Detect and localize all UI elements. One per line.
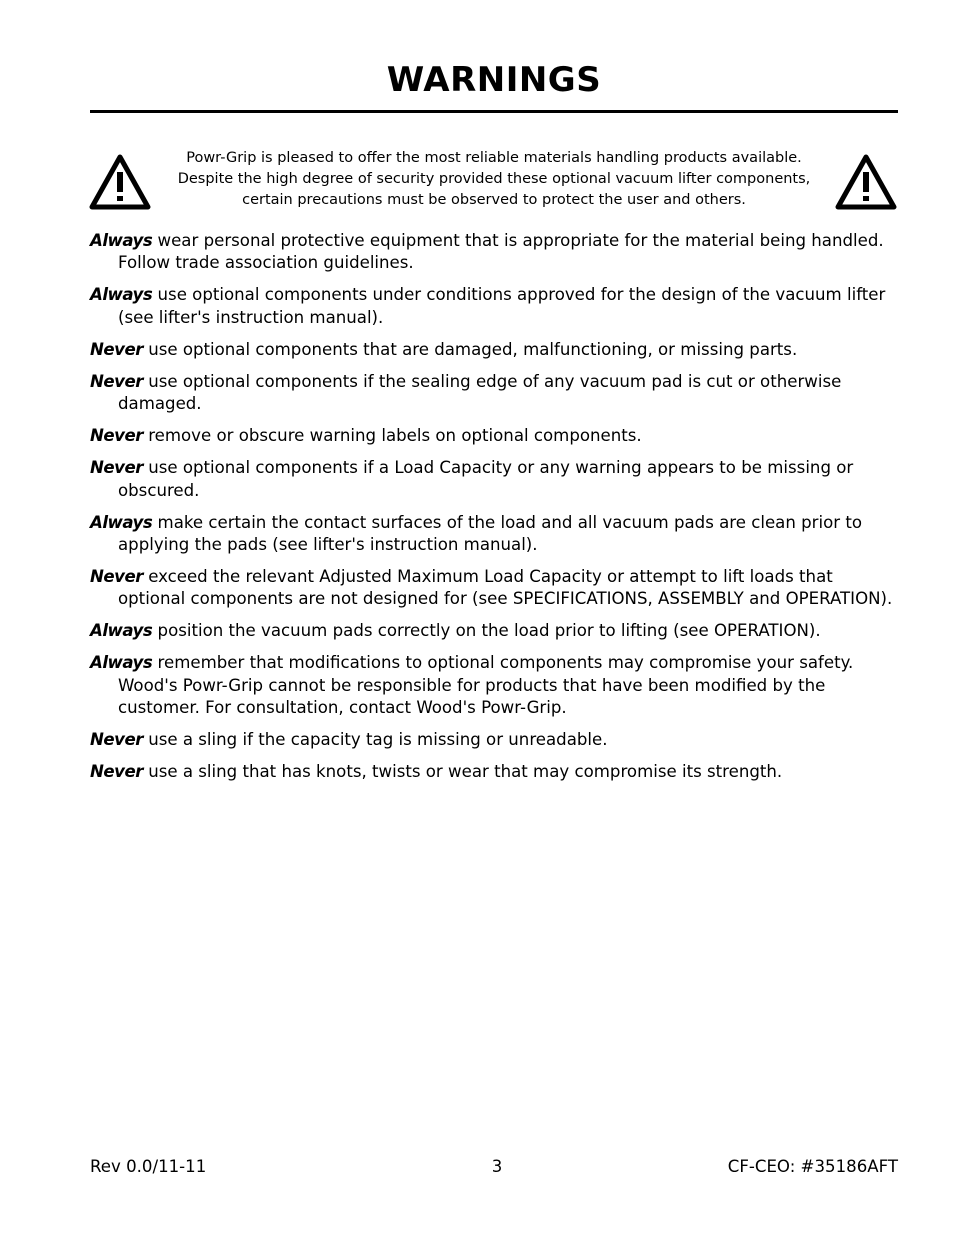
warning-text: remove or obscure warning labels on optional components. bbox=[148, 426, 642, 446]
warning-keyword: Never bbox=[90, 371, 143, 391]
warning-keyword: Never bbox=[90, 339, 143, 359]
warning-keyword: Always bbox=[90, 621, 153, 641]
warning-item bbox=[90, 425, 898, 447]
warning-keyword: Never bbox=[90, 762, 143, 782]
warning-keyword: Never bbox=[90, 426, 143, 446]
warning-item bbox=[90, 652, 898, 719]
warning-item bbox=[90, 371, 898, 416]
intro-notice bbox=[160, 148, 828, 211]
warning-keyword: Never bbox=[90, 730, 143, 750]
warning-keyword: Always bbox=[90, 285, 153, 305]
warning-text: use a sling if the capacity tag is missing or unreadable. bbox=[148, 730, 608, 750]
warning-text: make certain the contact surfaces of the load and all vacuum pads are clean prior to applying the pads (see lifter's instruction manual). bbox=[118, 512, 863, 555]
warning-text: position the vacuum pads correctly on the load prior to lifting (see OPERATION). bbox=[157, 621, 821, 641]
warning-text: use optional components that are damaged, malfunctioning, or missing parts. bbox=[148, 339, 798, 359]
warning-triangle-icon bbox=[88, 152, 152, 212]
intro-line: Powr-Grip is pleased to offer the most reliable materials handling products available. bbox=[186, 150, 802, 166]
warning-text: use optional components if a Load Capacity or any warning appears to be missing or obscured. bbox=[118, 458, 854, 500]
warning-text: use a sling that has knots, twists or wear that may compromise its strength. bbox=[148, 762, 783, 782]
warning-item bbox=[90, 761, 898, 783]
footer-document-number: CF-CEO: #35186AFT bbox=[727, 1157, 898, 1176]
warning-item bbox=[90, 284, 898, 329]
intro-line: certain precautions must be observed to protect the user and others. bbox=[242, 192, 746, 208]
warning-keyword: Always bbox=[90, 231, 153, 250]
warning-text: use optional components if the sealing edge of any vacuum pad is cut or otherwise damaged. bbox=[118, 371, 842, 414]
warning-text: remember that modifications to optional components may compromise your safety. Wood's Powr-Grip cannot be responsible for products that have been modified by the customer. For consultation, contact Wood's Powr-Grip. bbox=[118, 653, 854, 718]
footer-revision: Rev 0.0/11-11 bbox=[90, 1157, 207, 1176]
warning-item bbox=[90, 512, 898, 557]
warning-item bbox=[90, 729, 898, 751]
warning-text: use optional components under conditions approved for the design of the vacuum lifter (see lifter's instruction manual). bbox=[118, 285, 886, 327]
footer-page-number: 3 bbox=[491, 1157, 503, 1176]
warnings-list bbox=[90, 230, 898, 793]
warning-triangle-icon bbox=[834, 152, 898, 212]
warning-keyword: Never bbox=[90, 458, 143, 478]
intro-line: Despite the high degree of security provided these optional vacuum lifter components, bbox=[177, 171, 811, 187]
warning-keyword: Always bbox=[90, 512, 153, 532]
warning-text: exceed the relevant Adjusted Maximum Load Capacity or attempt to lift loads that optional components are not designed for (see SPECIFICATIONS, ASSEMBLY and OPERATION). bbox=[118, 567, 893, 609]
warning-item bbox=[90, 339, 898, 361]
warning-text: wear personal protective equipment that is appropriate for the material being handled. Follow trade association guidelines. bbox=[118, 231, 884, 273]
warning-item bbox=[90, 620, 898, 642]
warning-item bbox=[90, 457, 898, 502]
warning-item bbox=[90, 566, 898, 611]
title-divider bbox=[90, 110, 898, 113]
warning-item bbox=[90, 230, 898, 275]
page-title: WARNINGS bbox=[386, 60, 602, 100]
warning-keyword: Never bbox=[90, 567, 143, 587]
warning-keyword: Always bbox=[90, 653, 153, 673]
